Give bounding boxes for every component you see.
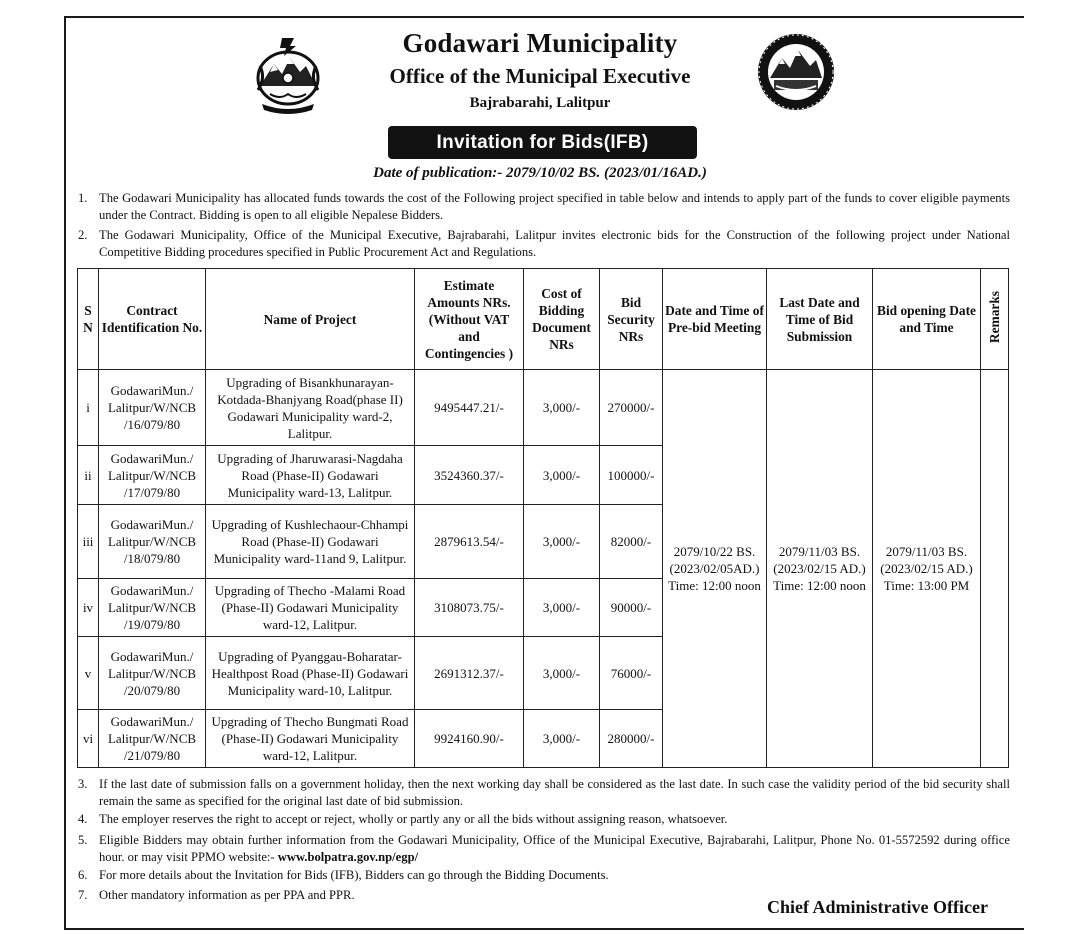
ppmo-website-link[interactable]: www.bolpatra.gov.np/egp/ [277, 849, 419, 864]
cell-cost: 3,000/- [524, 446, 600, 505]
cell-prebid: 2079/10/22 BS. (2023/02/05AD.) Time: 12:00 noon [663, 370, 767, 768]
paragraph-4 [78, 811, 1010, 828]
cell-cost: 3,000/- [524, 370, 600, 446]
cell-cost: 3,000/- [524, 579, 600, 637]
cell-sn: iii [78, 505, 99, 579]
cell-security: 100000/- [600, 446, 663, 505]
paragraph-1 [78, 190, 1010, 223]
cell-cost: 3,000/- [524, 505, 600, 579]
cell-security: 280000/- [600, 710, 663, 768]
paragraph-text: The Godawari Municipality, Office of the Municipal Executive, Bajrabarahi, Lalitpur invites electronic bids for the Construction of the following project under National Competitive Bidding procedures specified in Public Procurement Act and Regulations. [99, 228, 1010, 259]
cell-project: Upgrading of Jharuwarasi-Nagdaha Road (Phase-II) Godawari Municipality ward-13, Lalitpur. [206, 446, 415, 505]
cell-estimate: 9495447.21/- [415, 370, 524, 446]
cell-remarks [981, 370, 1009, 768]
cell-security: 270000/- [600, 370, 663, 446]
cell-opening: 2079/11/03 BS. (2023/02/15 AD.) Time: 13:00 PM [873, 370, 981, 768]
cell-submission: 2079/11/03 BS. (2023/02/15 AD.) Time: 12:00 noon [767, 370, 873, 768]
cell-estimate: 3524360.37/- [415, 446, 524, 505]
cell-project: Upgrading of Thecho -Malami Road (Phase-II) Godawari Municipality ward-12, Lalitpur. [206, 579, 415, 637]
cell-contract-id: GodawariMun./ Lalitpur/W/NCB /21/079/80 [99, 710, 206, 768]
cell-cost: 3,000/- [524, 637, 600, 710]
publication-date: Date of publication:- 2079/10/02 BS. (2023/01/16AD.) [373, 165, 707, 181]
cell-sn: iv [78, 579, 99, 637]
cell-contract-id: GodawariMun./ Lalitpur/W/NCB /20/079/80 [99, 637, 206, 710]
header-estimate: Estimate Amounts NRs. (Without VAT and Contingencies ) [415, 269, 524, 370]
cell-estimate: 3108073.75/- [415, 579, 524, 637]
paragraph-text-body: Eligible Bidders may obtain further information from the Godawari Municipality, Office of the Municipal Executive, Bajrabarahi, Lalitpur, Phone No. 01-5572592 during office hour. or may visit PPMO website:- [99, 833, 1010, 864]
paragraph-number: 5. [78, 833, 88, 847]
municipality-name: Godawari Municipality [402, 28, 678, 58]
paragraph-text: For more details about the Invitation for Bids (IFB), Bidders can go through the Bidding Documents. [99, 868, 609, 882]
paragraph-number: 2. [78, 228, 88, 242]
ifb-heading: Invitation for Bids(IFB) [388, 126, 697, 159]
header-contract-id: Contract Identification No. [99, 269, 206, 370]
paragraph-6 [78, 867, 1010, 884]
cell-estimate: 2691312.37/- [415, 637, 524, 710]
cell-estimate: 9924160.90/- [415, 710, 524, 768]
table-row [78, 370, 1009, 446]
cell-cost: 3,000/- [524, 710, 600, 768]
cell-contract-id: GodawariMun./ Lalitpur/W/NCB /19/079/80 [99, 579, 206, 637]
paragraph-number: 7. [78, 888, 88, 902]
cell-security: 76000/- [600, 637, 663, 710]
header-prebid: Date and Time of Pre-bid Meeting [663, 269, 767, 370]
cell-sn: v [78, 637, 99, 710]
paragraph-text: The Godawari Municipality has allocated funds towards the cost of the Following project specified in table below and intends to apply part of the funds to cover eligible payments under the Contract. Bidding is open to all eligible Nepalese Bidders. [99, 191, 1010, 222]
paragraph-text: Other mandatory information as per PPA and PPR. [99, 888, 355, 902]
paragraph-3 [78, 776, 1010, 809]
cell-sn: i [78, 370, 99, 446]
header-submission: Last Date and Time of Bid Submission [767, 269, 873, 370]
paragraph-number: 4. [78, 812, 88, 826]
header-remarks-cell [981, 269, 1009, 370]
cell-contract-id: GodawariMun./ Lalitpur/W/NCB /17/079/80 [99, 446, 206, 505]
table-header-row [78, 269, 1009, 370]
cell-sn: vi [78, 710, 99, 768]
header-remarks: Remarks [987, 290, 1002, 344]
paragraph-text: If the last date of submission falls on a government holiday, then the next working day shall be considered as the last date. In such case the validity period of the bid security shall remain the same as specified for the original last date of bid submission. [99, 777, 1010, 808]
header-security: Bid Security NRs [600, 269, 663, 370]
paragraph-text [99, 832, 1010, 865]
cell-estimate: 2879613.54/- [415, 505, 524, 579]
paragraph-number: 3. [78, 777, 88, 791]
signature-title: Chief Administrative Officer [767, 897, 988, 917]
cell-project: Upgrading of Kushlechaour-Chhampi Road (Phase-II) Godawari Municipality ward-11and 9, Lalitpur. [206, 505, 415, 579]
paragraph-5 [78, 832, 1010, 865]
office-name: Office of the Municipal Executive [389, 64, 691, 88]
cell-project: Upgrading of Pyanggau-Boharatar-Healthpost Road (Phase-II) Godawari Municipality ward-10, Lalitpur. [206, 637, 415, 710]
cell-project: Upgrading of Thecho Bungmati Road (Phase-II) Godawari Municipality ward-12, Lalitpur. [206, 710, 415, 768]
header-opening: Bid opening Date and Time [873, 269, 981, 370]
header-project: Name of Project [206, 269, 415, 370]
cell-contract-id: GodawariMun./ Lalitpur/W/NCB /18/079/80 [99, 505, 206, 579]
paragraph-number: 1. [78, 191, 88, 205]
cell-security: 82000/- [600, 505, 663, 579]
bids-table [77, 268, 1009, 768]
paragraph-2 [78, 227, 1010, 260]
paragraph-number: 6. [78, 868, 88, 882]
cell-contract-id: GodawariMun./ Lalitpur/W/NCB /16/079/80 [99, 370, 206, 446]
header-cost: Cost of Bidding Document NRs [524, 269, 600, 370]
cell-project: Upgrading of Bisankhunarayan-Kotdada-Bhanjyang Road(phase II) Godawari Municipality ward-2, Lalitpur. [206, 370, 415, 446]
header-sn: S N [78, 269, 99, 370]
office-address: Bajrabarahi, Lalitpur [469, 95, 611, 111]
cell-sn: ii [78, 446, 99, 505]
cell-security: 90000/- [600, 579, 663, 637]
paragraph-text: The employer reserves the right to accept or reject, wholly or partly any or all the bids without assigning reason, whatsoever. [99, 812, 728, 826]
